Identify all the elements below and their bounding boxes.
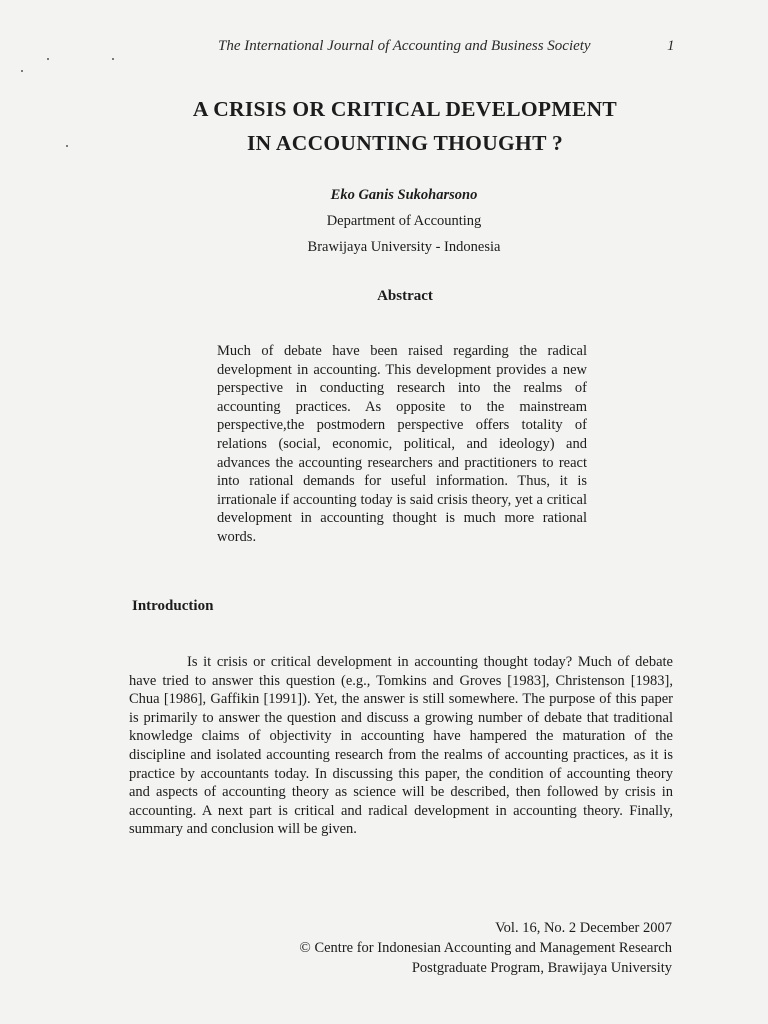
- introduction-text: Is it crisis or critical development in accounting thought today? Much of debate have tried to answer this question (e.g., Tomkins and Groves [1983], Christenson [1983], Chua [1986], Gaffikin [1991]). Yet, the answer is still somewhere. The purpose of this paper is primarily to answer the question and discuss a growing number of debate that traditional knowledge claims of objectivity in accounting have hampered the maturation of the discipline and isolated accounting research from the realms of accounting practices, as it is practice by accountants today. In discussing this paper, the condition of accounting theory and aspects of accounting theory as science will be described, then followed by crisis in accounting. A next part is critical and radical development in accounting theory. Finally, summary and conclusion will be given.: [129, 654, 673, 838]
- volume-info: Vol. 16, No. 2 December 2007: [495, 920, 672, 936]
- author-affiliation: Brawijaya University - Indonesia: [307, 239, 501, 255]
- abstract-text: Much of debate have been raised regarding the radical development in accounting. This development provides a new perspective in conducting research into the realms of accounting practices. As opposite to the mainstream perspective,the postmodern perspective offers totality of relations (social, economic, political, and ideology) and advances the accounting researchers and practitioners to react into rational demands for useful information. Thus, it is irrationale if accounting today is said crisis theory, yet a critical development in accounting thought is much more rational words.: [217, 343, 587, 545]
- centre-line: [200, 938, 672, 958]
- title-line-2: IN ACCOUNTING THOUGHT ?: [246, 131, 564, 155]
- scan-speck: [21, 70, 23, 72]
- journal-name: The International Journal of Accounting and Business Society: [218, 38, 591, 54]
- introduction-heading: Introduction: [132, 598, 214, 614]
- scan-speck: [112, 58, 114, 60]
- centre-name: Centre for Indonesian Accounting and Management Research: [314, 940, 672, 956]
- paper-title: [0, 92, 768, 160]
- abstract-heading: Abstract: [377, 288, 433, 304]
- page-number: 1: [667, 38, 675, 54]
- scan-speck: [47, 58, 49, 60]
- author-block: [0, 182, 768, 260]
- program-line: Postgraduate Program, Brawijaya University: [411, 960, 672, 976]
- author-department: Department of Accounting: [326, 213, 482, 229]
- author-name: Eko Ganis Sukoharsono: [330, 187, 478, 203]
- copyright-icon: ©: [299, 940, 311, 956]
- title-line-1: A CRISIS OR CRITICAL DEVELOPMENT: [192, 97, 618, 121]
- publication-footer: [200, 918, 672, 978]
